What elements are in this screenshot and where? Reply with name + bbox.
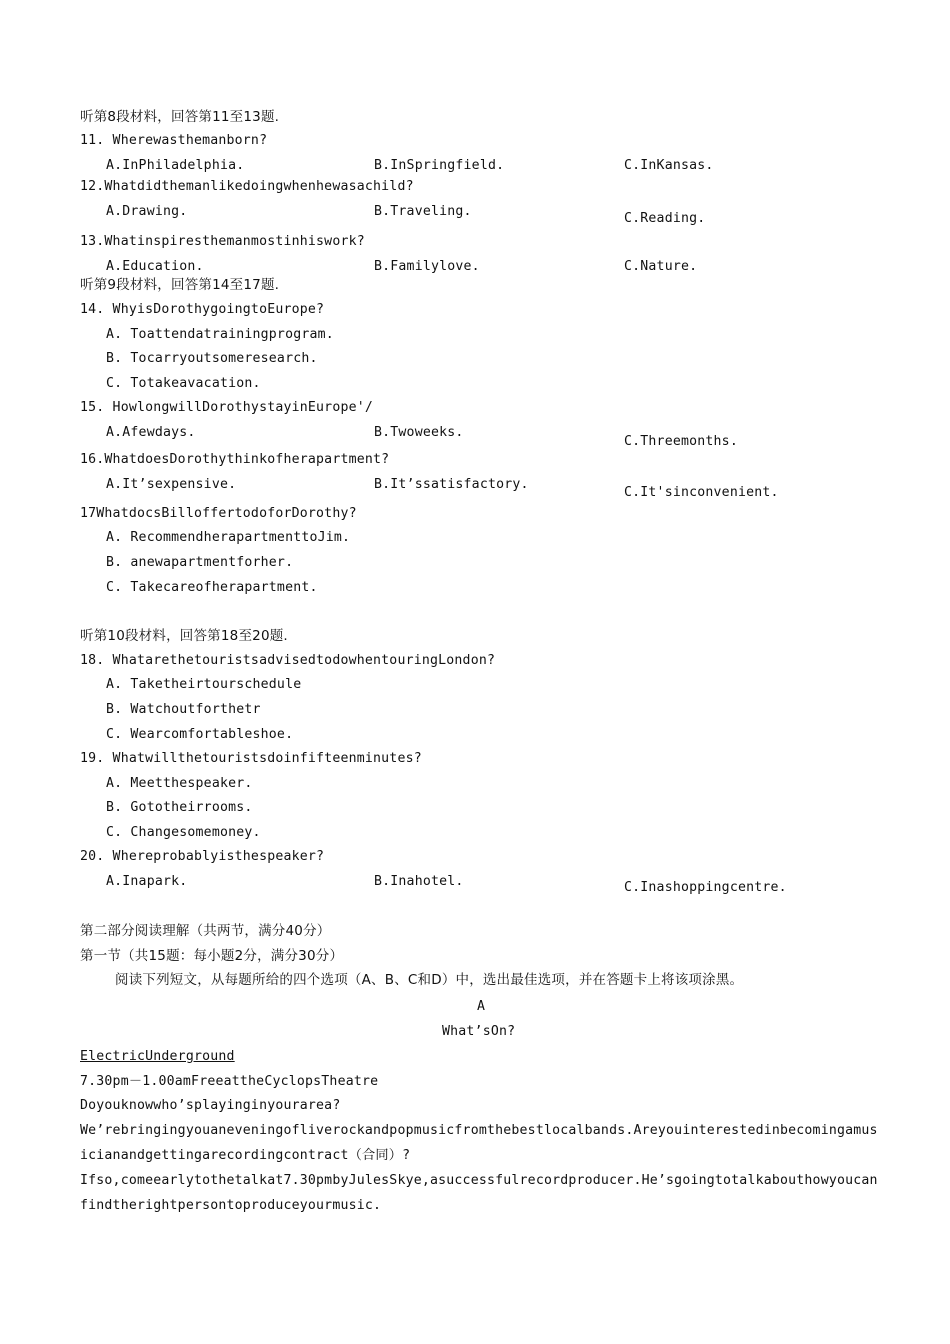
part2-title: 第二部分阅读理解（共两节，满分40分）	[80, 923, 331, 939]
q19-option-a: A. Meetthespeaker.	[106, 776, 253, 791]
q20-option-b: B.Inahotel.	[374, 874, 464, 889]
q12-option-b: B.Traveling.	[374, 204, 472, 219]
q20-option-a: A.Inapark.	[106, 874, 188, 889]
part2-subtitle: 第一节（共15题：每小题2分，满分30分）	[80, 948, 344, 964]
q11-option-b: B.InSpringfield.	[374, 158, 505, 173]
q12-option-a: A.Drawing.	[106, 204, 188, 219]
q12-option-c: C.Reading.	[624, 211, 706, 226]
part2-instruction: 阅读下列短文，从每题所给的四个选项（A、B、C和D）中，选出最佳选项，并在答题卡上将该项涂黑。	[115, 972, 744, 988]
section10-header: 听第10段材料，回答第18至20题.	[80, 628, 288, 644]
q15-stem: 15. HowlongwillDorothystayinEurope'/	[80, 400, 374, 415]
q12-stem: 12.Whatdidthemanlikedoingwhenhewasachild?	[80, 179, 414, 194]
q18-option-c: C. Wearcomfortableshoe.	[106, 727, 294, 742]
q14-option-c: C. Totakeavacation.	[106, 376, 261, 391]
passage-title: What’sOn?	[442, 1024, 516, 1039]
q17-option-c: C. Takecareofherapartment.	[106, 580, 318, 595]
q18-stem: 18. WhatarethetouristsadvisedtodowhentouringLondon?	[80, 653, 496, 668]
passage-letter: A	[477, 999, 486, 1014]
q13-option-c: C.Nature.	[624, 259, 698, 274]
q19-stem: 19. Whatwillthetouristsdoinfifteenminutes?	[80, 751, 422, 766]
q13-option-b: B.Familylove.	[374, 259, 480, 274]
event-name: ElectricUnderground	[80, 1049, 235, 1064]
q13-stem: 13.Whatinspiresthemanmostinhiswork?	[80, 234, 365, 249]
q17-stem: 17WhatdocsBilloffertodoforDorothy?	[80, 506, 357, 521]
q18-option-a: A. Taketheirtourschedule	[106, 677, 302, 692]
q16-option-c: C.It'sinconvenient.	[624, 485, 779, 500]
q14-option-b: B. Tocarryoutsomeresearch.	[106, 351, 318, 366]
q14-stem: 14. WhyisDorothygoingtoEurope?	[80, 302, 325, 317]
passage-para1: We’rebringingyouaneveningofliverockandpopmusicfromthebestlocalbands.Areyouinterestedinbecomingamusicianandgettingarecordingcontract（合同）?	[80, 1123, 878, 1163]
q15-option-b: B.Twoweeks.	[374, 425, 464, 440]
passage-line1: Doyouknowwho’splayinginyourarea?	[80, 1098, 341, 1113]
q20-stem: 20. Whereprobablyisthespeaker?	[80, 849, 325, 864]
q18-option-b: B. Watchoutforthetr	[106, 702, 261, 717]
q15-option-c: C.Threemonths.	[624, 434, 738, 449]
section9-header: 听第9段材料，回答第14至17题.	[80, 277, 280, 293]
passage-para2: Ifso,comeearlytothetalkat7.30pmbyJulesSkye,asuccessfulrecordproducer.He’sgoingtotalkabouthowyoucanfindtherightpersontoproduceyourmusic.	[80, 1173, 878, 1213]
q16-option-a: A.It’sexpensive.	[106, 477, 237, 492]
q11-stem: 11. Wherewasthemanborn?	[80, 133, 268, 148]
event-time: 7.30pm－1.00amFreeattheCyclopsTheatre	[80, 1074, 379, 1089]
section8-header: 听第8段材料，回答第11至13题.	[80, 109, 280, 125]
q11-option-a: A.InPhiladelphia.	[106, 158, 245, 173]
q11-option-c: C.InKansas.	[624, 158, 714, 173]
q20-option-c: C.Inashoppingcentre.	[624, 880, 787, 895]
q14-option-a: A. Toattendatrainingprogram.	[106, 327, 334, 342]
q13-option-a: A.Education.	[106, 259, 204, 274]
q16-stem: 16.WhatdoesDorothythinkofherapartment?	[80, 452, 390, 467]
q19-option-b: B. Gototheirrooms.	[106, 800, 253, 815]
q15-option-a: A.Afewdays.	[106, 425, 196, 440]
q19-option-c: C. Changesomemoney.	[106, 825, 261, 840]
q17-option-b: B. anewapartmentforher.	[106, 555, 294, 570]
q16-option-b: B.It’ssatisfactory.	[374, 477, 529, 492]
q17-option-a: A. RecommendherapartmenttoJim.	[106, 530, 351, 545]
